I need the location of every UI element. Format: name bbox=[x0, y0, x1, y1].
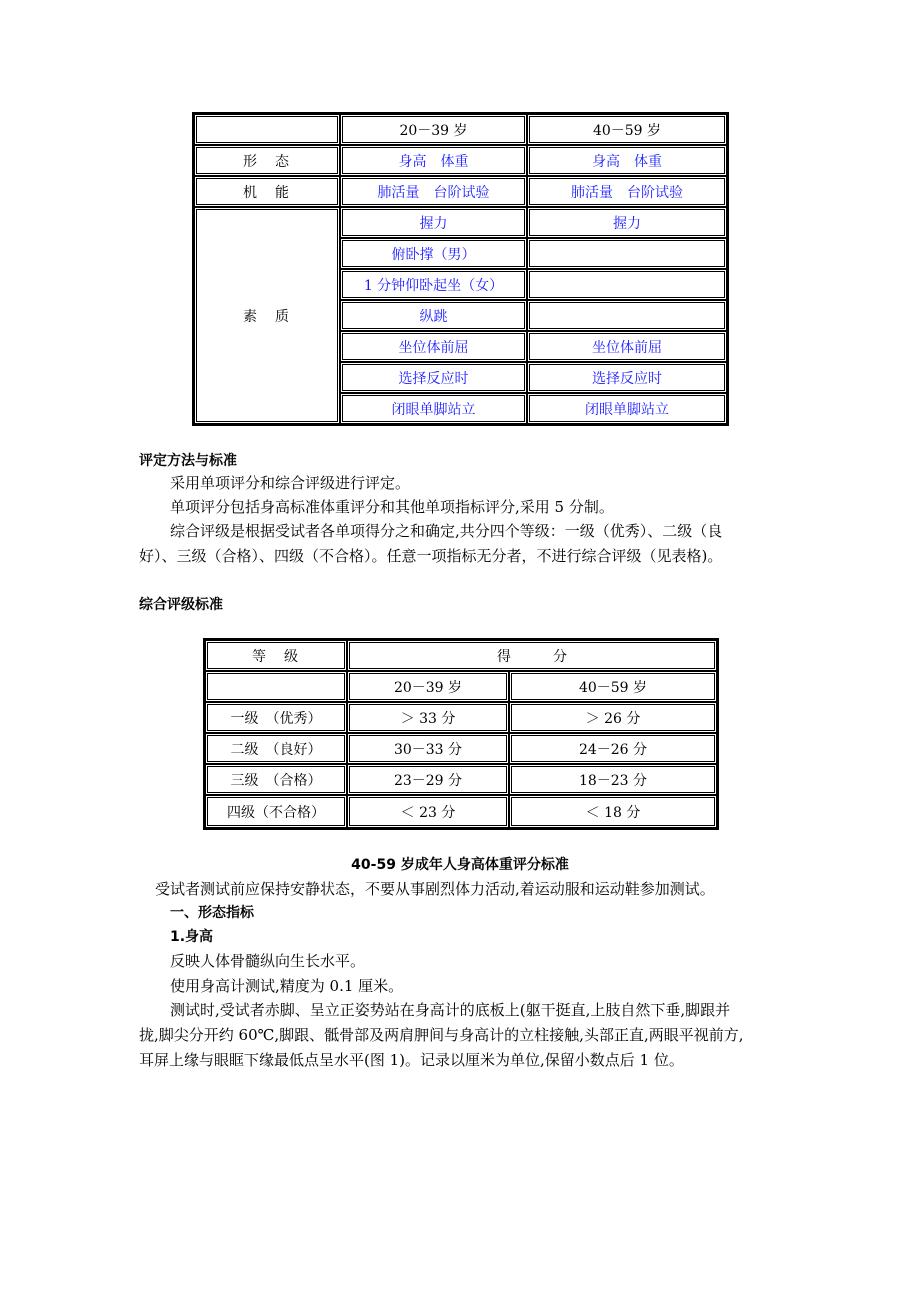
section-title-method: 评定方法与标准 bbox=[139, 453, 237, 469]
grade-standard-table bbox=[203, 638, 719, 830]
quality-row-4-20-39: 纵跳 bbox=[340, 300, 527, 331]
grade-4-score-40-59: ＜ 18 分 bbox=[509, 795, 717, 828]
header-age-20-39: 20－39 岁 bbox=[340, 114, 527, 145]
quality-row-7-40-59: 闭眼单脚站立 bbox=[527, 393, 727, 424]
quality-row-4-40-59 bbox=[527, 300, 727, 331]
quality-row-6-40-59: 选择反应时 bbox=[527, 362, 727, 393]
test-items-table bbox=[192, 112, 729, 426]
grade-4-score-20-39: ＜ 23 分 bbox=[347, 795, 509, 828]
method-paragraph-2: 单项评分包括身高标准体重评分和其他单项指标评分,采用 5 分制。 bbox=[170, 498, 614, 516]
height-paragraph-3-line-2: 拢,脚尖分开约 60℃,脚跟、骶骨部及两肩胛间与身高计的立柱接触,头部正直,两眼平视前方, bbox=[139, 1026, 744, 1044]
height-paragraph-3-line-1: 测试时,受试者赤脚、呈立正姿势站在身高计的底板上(躯干挺直,上肢自然下垂,脚跟并 bbox=[170, 1001, 731, 1019]
header-grade: 等 级 bbox=[205, 640, 347, 671]
subheader-age-40-59: 40－59 岁 bbox=[509, 671, 717, 702]
grade-3-score-40-59: 18－23 分 bbox=[509, 764, 717, 795]
grade-2-label: 二级 （良好） bbox=[205, 733, 347, 764]
section-title-height-weight: 40-59 岁成年人身高体重评分标准 bbox=[351, 857, 569, 873]
quality-row-1-20-39: 握力 bbox=[340, 207, 527, 238]
grade-2-score-20-39: 30－33 分 bbox=[347, 733, 509, 764]
morphology-40-59: 身高 体重 bbox=[527, 145, 727, 176]
quality-row-3-20-39: 1 分钟仰卧起坐（女） bbox=[340, 269, 527, 300]
height-paragraph-3-line-3: 耳屏上缘与眼眶下缘最低点呈水平(图 1)。记录以厘米为单位,保留小数点后 1 位。 bbox=[139, 1051, 684, 1069]
header-empty-cell bbox=[194, 114, 340, 145]
grade-1-score-20-39: ＞ 33 分 bbox=[347, 702, 509, 733]
row-label-morphology: 形 态 bbox=[194, 145, 340, 176]
subheader-age-20-39: 20－39 岁 bbox=[347, 671, 509, 702]
quality-row-5-20-39: 坐位体前屈 bbox=[340, 331, 527, 362]
grade-4-label: 四级（不合格） bbox=[205, 795, 347, 828]
grade-3-score-20-39: 23－29 分 bbox=[347, 764, 509, 795]
heading-morphology-index: 一、形态指标 bbox=[170, 905, 254, 921]
function-40-59: 肺活量 台阶试验 bbox=[527, 176, 727, 207]
height-intro: 受试者测试前应保持安静状态，不要从事剧烈体力活动,着运动服和运动鞋参加测试。 bbox=[155, 880, 715, 898]
subheader-empty-cell bbox=[205, 671, 347, 702]
quality-row-5-40-59: 坐位体前屈 bbox=[527, 331, 727, 362]
quality-row-2-20-39: 俯卧撑（男） bbox=[340, 238, 527, 269]
height-paragraph-2: 使用身高计测试,精度为 0.1 厘米。 bbox=[170, 977, 404, 995]
method-paragraph-3-line-1: 综合评级是根据受试者各单项得分之和确定,共分四个等级：一级（优秀）、二级（良 bbox=[170, 522, 723, 540]
row-label-quality: 素 质 bbox=[194, 207, 340, 424]
morphology-20-39: 身高 体重 bbox=[340, 145, 527, 176]
grade-1-label: 一级 （优秀） bbox=[205, 702, 347, 733]
function-20-39: 肺活量 台阶试验 bbox=[340, 176, 527, 207]
heading-height: 1.身高 bbox=[170, 929, 214, 945]
grade-1-score-40-59: ＞ 26 分 bbox=[509, 702, 717, 733]
quality-row-2-40-59 bbox=[527, 238, 727, 269]
quality-row-7-20-39: 闭眼单脚站立 bbox=[340, 393, 527, 424]
height-paragraph-1: 反映人体骨髓纵向生长水平。 bbox=[170, 952, 366, 970]
grade-3-label: 三级 （合格） bbox=[205, 764, 347, 795]
header-score: 得 分 bbox=[347, 640, 717, 671]
row-label-function: 机 能 bbox=[194, 176, 340, 207]
method-paragraph-1: 采用单项评分和综合评级进行评定。 bbox=[170, 474, 411, 492]
quality-row-3-40-59 bbox=[527, 269, 727, 300]
quality-row-6-20-39: 选择反应时 bbox=[340, 362, 527, 393]
section-title-grade-standard: 综合评级标准 bbox=[139, 597, 223, 613]
quality-row-1-40-59: 握力 bbox=[527, 207, 727, 238]
method-paragraph-3-line-2: 好）、三级（合格）、四级（不合格）。任意一项指标无分者，不进行综合评级（见表格)。 bbox=[139, 547, 723, 565]
header-age-40-59: 40－59 岁 bbox=[527, 114, 727, 145]
grade-2-score-40-59: 24－26 分 bbox=[509, 733, 717, 764]
